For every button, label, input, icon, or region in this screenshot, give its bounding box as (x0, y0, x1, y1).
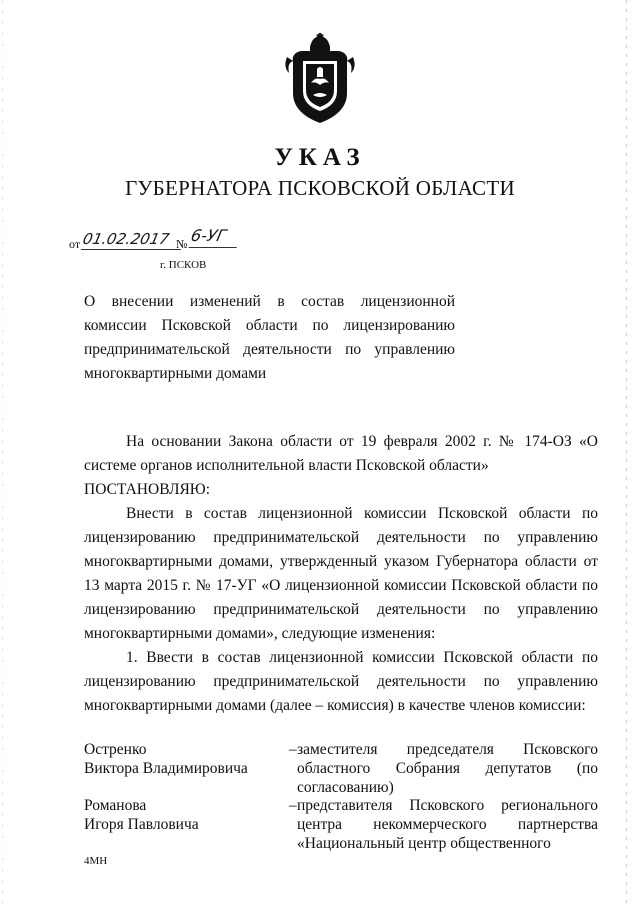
city-label: г. ПСКОВ (160, 259, 207, 271)
date-prefix: от (69, 237, 81, 251)
member-row (84, 796, 598, 856)
member-given-names: Виктора Владимировича (84, 760, 248, 777)
member-dash: – (289, 797, 297, 814)
member-surname: Романова (84, 797, 147, 814)
handwritten-number: 6-УГ (189, 225, 242, 248)
date-number-line (69, 226, 269, 255)
handwritten-date: 01.02.2017 (81, 229, 185, 250)
member-name (84, 796, 284, 834)
document-subtitle: ГУБЕРНАТОРА ПСКОВСКОЙ ОБЛАСТИ (125, 176, 515, 200)
member-given-names: Игоря Павловича (84, 816, 199, 833)
member-name (84, 740, 284, 778)
document-title: УКАЗ (274, 144, 366, 171)
item-1-paragraph: 1. Ввести в состав лицензионной комиссии Псковской области по лицензированию предпринимательской деятельности по управлению многоквартирными домами (далее – комиссия) в качестве членов комиссии: (84, 649, 598, 714)
scan-edge-right (626, 0, 627, 905)
number-prefix: № (176, 237, 188, 251)
scan-edge-left (2, 0, 3, 905)
decree-body (84, 430, 598, 718)
legal-basis-paragraph: На основании Закона области от 19 февраля 2002 г. № 174-ОЗ «О системе органов исполнительной власти Псковской области» (84, 433, 598, 474)
decree-word: ПОСТАНОВЛЯЮ: (84, 481, 211, 498)
member-dash: – (289, 741, 297, 758)
changes-intro-paragraph: Внести в состав лицензионной комиссии Псковской области по лицензированию предпринимательской деятельности по управлению многоквартирными домами, утвержденный указом Губернатора области от 13 марта 2015 г. № 17-УГ «О лицензионной комиссии Псковской области по лицензированию предпринимательской деятельности по управлению многоквартирными домами», следующие изменения: (84, 505, 598, 642)
footer-code: 4МН (84, 855, 108, 867)
members-list (84, 740, 598, 856)
member-role: представителя Псковского регионального центра некоммерческого партнерства «Национальный центр общественного (297, 797, 598, 852)
decree-heading: О внесении изменений в состав лицензионной комиссии Псковской области по лицензированию предпринимательской деятельности по управлению многоквартирными домами (84, 293, 455, 382)
pskov-oblast-coat-of-arms-icon (283, 33, 357, 125)
member-surname: Остренко (84, 741, 147, 758)
member-role: заместителя председателя Псковского областного Собрания депутатов (по согласованию) (297, 741, 598, 796)
member-row (84, 740, 598, 796)
